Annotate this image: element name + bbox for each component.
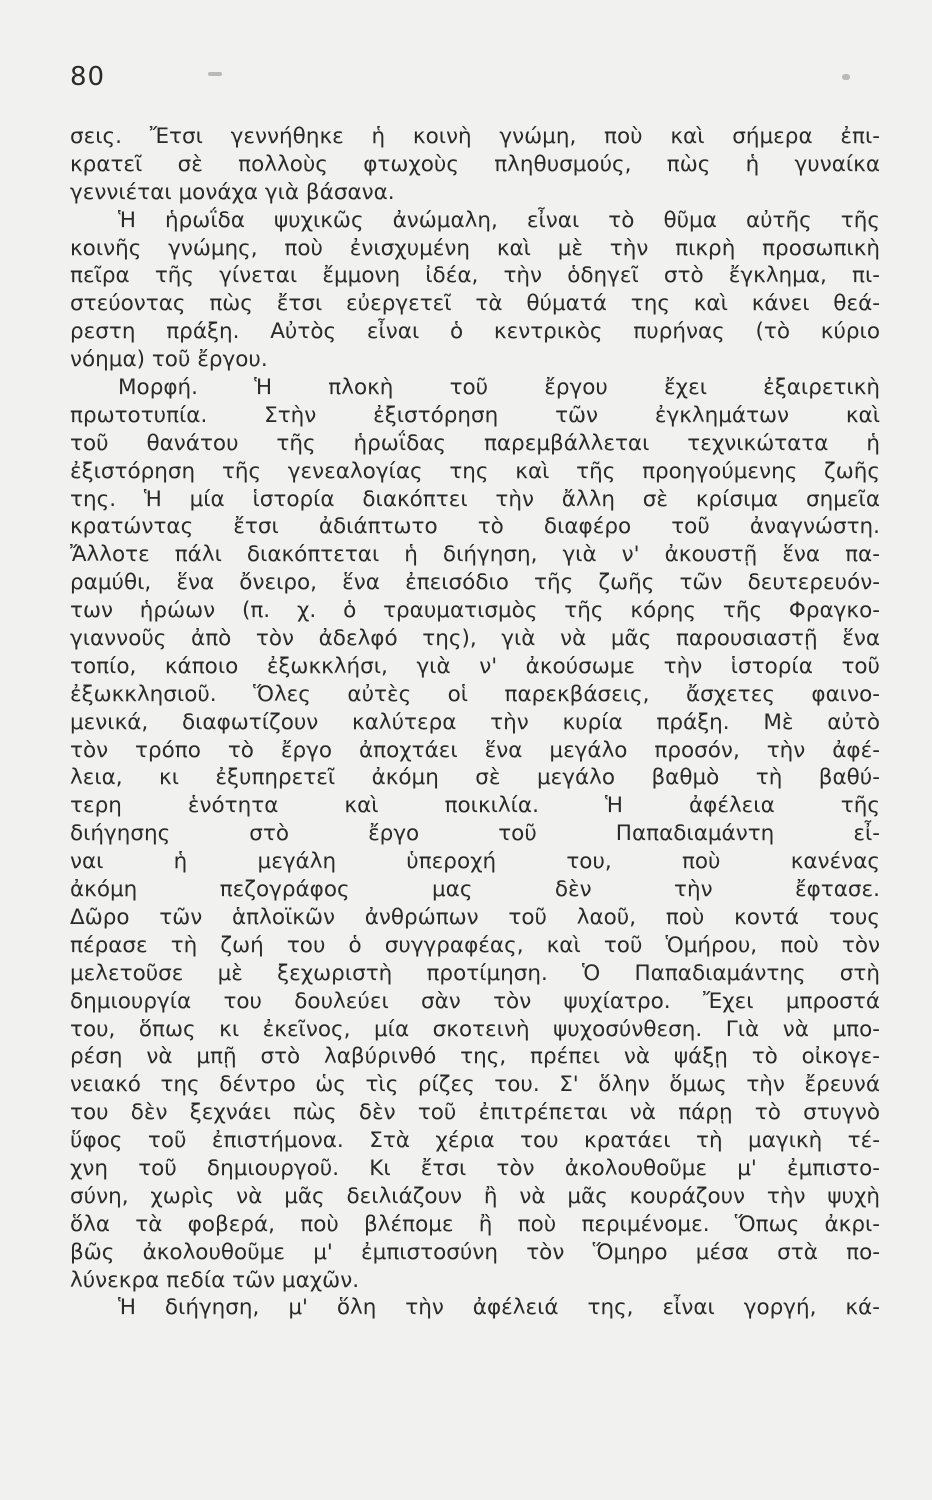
text-line: Ἄλλοτε πάλι διακόπτεται ἡ διήγηση, γιὰ ν' ἀκουστῇ ἕνα πα- — [70, 542, 880, 568]
text-line: Δῶρο τῶν ἁπλοϊκῶν ἀνθρώπων τοῦ λαοῦ, ποὺ κοντά τους — [70, 904, 880, 930]
text-line: στεύοντας πὼς ἔτσι εὐεργετεῖ τὰ θύματά της καὶ κάνει θεά- — [70, 291, 880, 317]
text-line: λεια, κι ἐξυπηρετεῖ ἀκόμη σὲ μεγάλο βαθμὸ τὴ βαθύ- — [70, 765, 880, 791]
text-line: λύνεκρα πεδία τῶν μαχῶν. — [70, 1267, 360, 1293]
text-line: τερη ἑνότητα καὶ ποικιλία. Ἡ ἀφέλεια τῆς — [70, 793, 880, 819]
body-text — [70, 123, 880, 1322]
ink-smudge — [208, 72, 222, 76]
text-line: ραμύθι, ἕνα ὄνειρο, ἕνα ἐπεισόδιο τῆς ζωῆς τῶν δευτερευόν- — [70, 570, 880, 596]
text-line: ὕφος τοῦ ἐπιστήμονα. Στὰ χέρια του κρατάει τὴ μαγικὴ τέ- — [70, 1128, 880, 1154]
text-line: χνη τοῦ δημιουργοῦ. Κι ἔτσι τὸν ἀκολουθοῦμε μ' ἐμπιστο- — [70, 1155, 880, 1181]
text-line: ἐξιστόρηση τῆς γενεαλογίας της καὶ τῆς προηγούμενης ζωῆς — [70, 458, 880, 484]
text-line: διήγησης στὸ ἔργο τοῦ Παπαδιαμάντη εἶ- — [70, 821, 880, 847]
text-line: κρατώντας ἔτσι ἀδιάπτωτο τὸ διαφέρο τοῦ ἀναγνώστη. — [70, 514, 880, 540]
text-line: ἀκόμη πεζογράφος μας δὲν τὴν ἔφτασε. — [70, 877, 880, 903]
text-line: νειακό της δέντρο ὡς τὶς ρίζες του. Σ' ὅλην ὅμως τὴν ἔρευνά — [70, 1072, 880, 1098]
text-line: πρωτοτυπία. Στὴν ἐξιστόρηση τῶν ἐγκλημάτων καὶ — [70, 402, 880, 428]
text-line: των ἡρώων (π. χ. ὁ τραυματισμὸς τῆς κόρης τῆς Φραγκο- — [70, 598, 880, 624]
text-line: ρέση νὰ μπῇ στὸ λαβύρινθό της, πρέπει νὰ ψάξῃ τὸ οἰκογε- — [70, 1044, 880, 1070]
ink-smudge — [842, 74, 850, 80]
text-line: τοπίο, κάποιο ἐξωκκλήσι, γιὰ ν' ἀκούσωμε τὴν ἱστορία τοῦ — [70, 653, 880, 679]
text-line: βῶς ἀκολουθοῦμε μ' ἐμπιστοσύνη τὸν Ὅμηρο μέσα στὰ πο- — [70, 1239, 880, 1265]
text-line: νόημα) τοῦ ἔργου. — [70, 347, 268, 373]
text-line: ρεστη πράξη. Αὐτὸς εἶναι ὁ κεντρικὸς πυρήνας (τὸ κύριο — [70, 319, 880, 345]
text-line: Ἡ διήγηση, μ' ὅλη τὴν ἀφέλειά της, εἶναι γοργή, κά- — [118, 1295, 880, 1321]
text-line: Ἡ ἡρωΐδα ψυχικῶς ἀνώμαλη, εἶναι τὸ θῦμα αὐτῆς τῆς — [118, 207, 880, 233]
text-line: μενικά, διαφωτίζουν καλύτερα τὴν κυρία πράξη. Μὲ αὐτὸ — [70, 709, 880, 735]
text-line: ἐξωκκλησιοῦ. Ὅλες αὐτὲς οἱ παρεκβάσεις, ἄσχετες φαινο- — [70, 681, 880, 707]
text-line: κοινῆς γνώμης, ποὺ ἐνισχυμένη καὶ μὲ τὴν πικρὴ προσωπικὴ — [70, 235, 880, 261]
page-number: 80 — [70, 62, 106, 92]
text-line: γεννιέται μονάχα γιὰ βάσανα. — [70, 179, 395, 205]
text-line: κρατεῖ σὲ πολλοὺς φτωχοὺς πληθυσμούς, πὼς ἡ γυναίκα — [70, 151, 880, 177]
text-line: σύνη, χωρὶς νὰ μᾶς δειλιάζουν ἢ νὰ μᾶς κουράζουν τὴν ψυχὴ — [70, 1183, 880, 1209]
text-line: σεις. Ἔτσι γεννήθηκε ἡ κοινὴ γνώμη, ποὺ καὶ σήμερα ἐπι- — [70, 124, 880, 149]
text-line: ὅλα τὰ φοβερά, ποὺ βλέπομε ἢ ποὺ περιμένομε. Ὅπως ἀκρι- — [70, 1211, 880, 1237]
text-line: της. Ἡ μία ἱστορία διακόπτει τὴν ἄλλη σὲ κρίσιμα σημεῖα — [70, 486, 880, 512]
text-line: δημιουργία του δουλεύει σὰν τὸν ψυχίατρο. Ἔχει μπροστά — [70, 988, 880, 1014]
text-line: γιαννοῦς ἀπὸ τὸν ἀδελφό της), γιὰ νὰ μᾶς παρουσιαστῇ ἕνα — [70, 626, 880, 652]
text-line: τὸν τρόπο τὸ ἔργο ἀποχτάει ἕνα μεγάλο προσόν, τὴν ἀφέ- — [70, 737, 880, 763]
text-line: ναι ἡ μεγάλη ὑπεροχή του, ποὺ κανένας — [70, 849, 880, 875]
text-line: πέρασε τὴ ζωή του ὁ συγγραφέας, καὶ τοῦ Ὁμήρου, ποὺ τὸν — [70, 932, 880, 958]
text-line: του δὲν ξεχνάει πὼς δὲν τοῦ ἐπιτρέπεται νὰ πάρῃ τὸ στυγνὸ — [70, 1100, 880, 1126]
text-line: του, ὅπως κι ἐκεῖνος, μία σκοτεινὴ ψυχοσύνθεση. Γιὰ νὰ μπο- — [70, 1016, 880, 1042]
text-line: Μορφή. Ἡ πλοκὴ τοῦ ἔργου ἔχει ἐξαιρετικὴ — [118, 375, 880, 401]
text-line: τοῦ θανάτου τῆς ἡρωΐδας παρεμβάλλεται τεχνικώτατα ἡ — [70, 430, 880, 456]
text-line: πεῖρα τῆς γίνεται ἔμμονη ἰδέα, τὴν ὁδηγεῖ στὸ ἔγκλημα, πι- — [70, 263, 880, 289]
text-line: μελετοῦσε μὲ ξεχωριστὴ προτίμηση. Ὁ Παπαδιαμάντης στὴ — [70, 960, 880, 986]
